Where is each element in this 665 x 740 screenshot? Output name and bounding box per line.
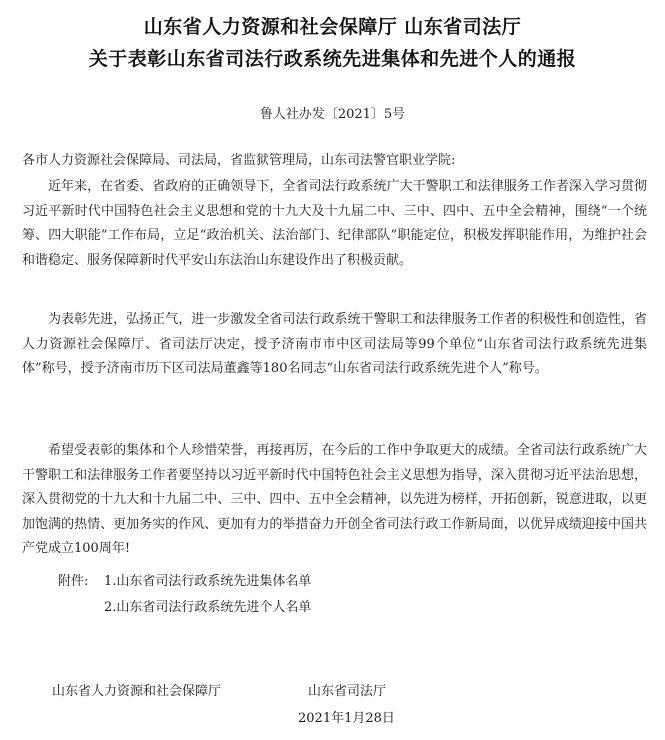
document-number: 鲁人社办发〔2021〕5号 [259, 107, 406, 122]
paragraph-1: 近年来，在省委、省政府的正确领导下，全省司法行政系统广大干警职工和法律服务工作者深入学习贯彻习近平新时代中国特色社会主义思想和党的十九大及十九届二中、三中、四中、五中全会精神，围绕“一个统筹、四大职能”工作布局，立足“政治机关、法治部门、纪律部队”职能定位，积极发挥职能作用，为维护社会和谐稳定、服务保障新时代平安山东法治山东建设作出了积极贡献。 [22, 179, 647, 268]
signature-date: 2021年1月28日 [298, 711, 395, 726]
addressee-line: 各市人力资源社会保障局、司法局，省监狱管理局，山东司法警官职业学院: [22, 153, 456, 168]
signature-org-1: 山东省人力资源和社会保障厅 [52, 684, 222, 699]
signature-org-2: 山东省司法厅 [308, 684, 387, 699]
paragraph-3: 希望受表彰的集体和个人珍惜荣誉，再接再厉，在今后的工作中争取更大的成绩。全省司法行政系统广大干警职工和法律服务工作者要坚持以习近平新时代中国特色社会主义思想为指导，深入贯彻习近平法治思想，深入贯彻党的十九大和十九届二中、三中、四中、五中全会精神，以先进为榜样，开拓创新，锐意进取，以更加饱满的热情、更加务实的作风、更加有力的举措奋力开创全省司法行政工作新局面，以优异成绩迎接中国共产党成立100周年! [22, 443, 647, 556]
attachments-label: 附件: [58, 574, 89, 589]
attachment-item-2: 2.山东省司法行政系统先进个人名单 [104, 600, 312, 615]
paragraph-2: 为表彰先进，弘扬正气，进一步激发全省司法行政系统干警职工和法律服务工作者的积极性和创造性，省人力资源社会保障厅、省司法厅决定，授予济南市市中区司法局等99个单位“山东省司法行政系统先进集体”称号，授予济南市历下区司法局董鑫等180名同志“山东省司法行政系统先进个人”称号。 [22, 312, 647, 376]
document-title-line-2: 关于表彰山东省司法行政系统先进集体和先进个人的通报 [88, 48, 577, 70]
attachment-item-1: 1.山东省司法行政系统先进集体名单 [104, 574, 312, 589]
document-title-line-1: 山东省人力资源和社会保障厅 山东省司法厅 [143, 16, 522, 38]
